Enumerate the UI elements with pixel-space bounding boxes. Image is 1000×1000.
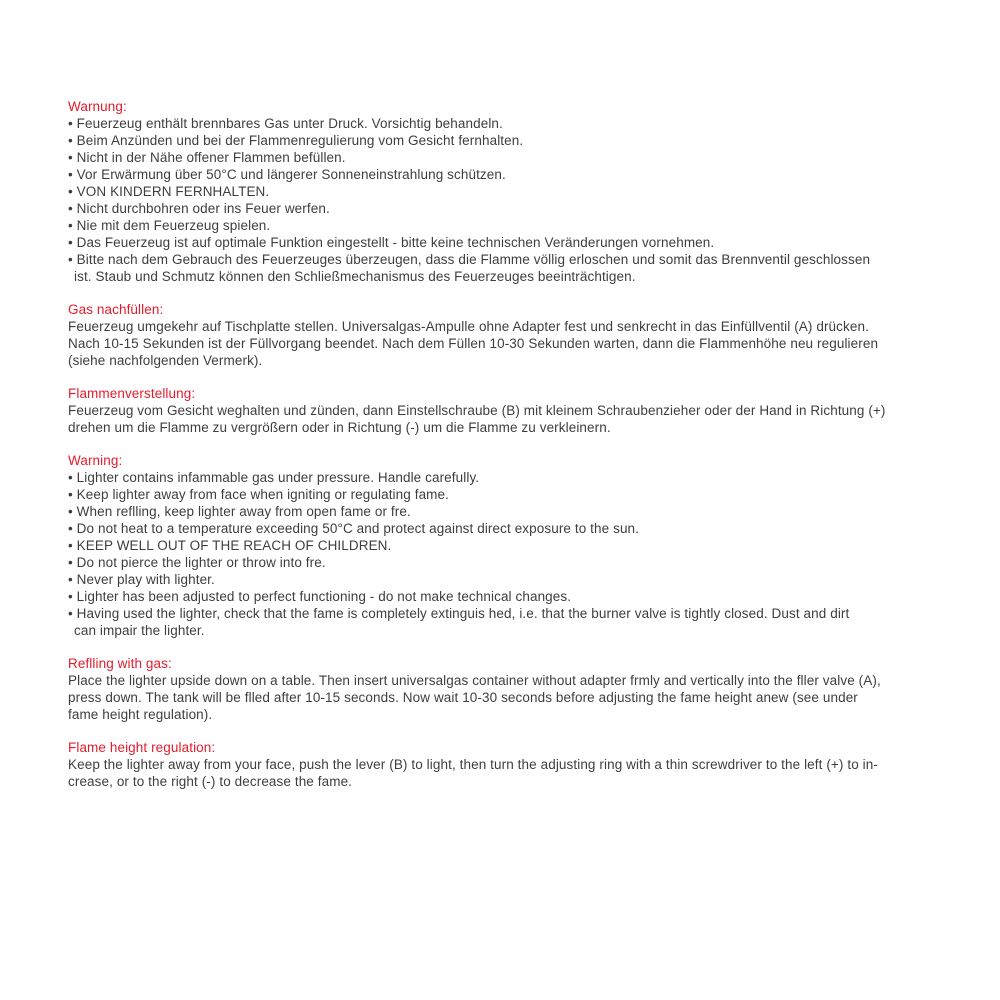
text-line: • Bitte nach dem Gebrauch des Feuerzeuges überzeugen, dass die Flamme völlig erloschen und somit das Brennventil geschlossen <box>68 252 871 267</box>
section-heading: Gas nachfüllen: <box>68 302 164 317</box>
instruction-sheet <box>68 98 948 806</box>
text-line: • Do not pierce the lighter or throw into fre. <box>68 555 326 570</box>
text-line: • When reflling, keep lighter away from open fame or fre. <box>68 504 411 519</box>
text-line: • Having used the lighter, check that the fame is completely extinguis hed, i.e. that the burner valve is tightly closed. Dust and dirt <box>68 606 850 621</box>
text-line: Place the lighter upside down on a table. Then insert universalgas container without adapter frmly and vertically into the fller valve (A), <box>68 673 881 688</box>
text-line: • Nie mit dem Feuerzeug spielen. <box>68 218 271 233</box>
section-gas-nachfuellen <box>68 301 948 369</box>
text-line: • Das Feuerzeug ist auf optimale Funktion eingestellt - bitte keine technischen Veränderungen vornehmen. <box>68 235 715 250</box>
section-heading: Warning: <box>68 453 123 468</box>
text-line: • Feuerzeug enthält brennbares Gas unter Druck. Vorsichtig behandeln. <box>68 116 503 131</box>
text-line: Feuerzeug vom Gesicht weghalten und zünden, dann Einstellschraube (B) mit kleinem Schraubenzieher oder der Hand in Richtung (+) <box>68 403 886 418</box>
text-line: fame height regulation). <box>68 707 213 722</box>
text-line: • Do not heat to a temperature exceeding 50°C and protect against direct exposure to the sun. <box>68 521 640 536</box>
section-refilling-with-gas <box>68 655 948 723</box>
text-line: Nach 10-15 Sekunden ist der Füllvorgang beendet. Nach dem Füllen 10-30 Sekunden warten, dann die Flammenhöhe neu regulieren <box>68 336 879 351</box>
section-heading: Flammenverstellung: <box>68 386 196 401</box>
section-warning-en <box>68 452 948 639</box>
text-line: • Beim Anzünden und bei der Flammenregulierung vom Gesicht fernhalten. <box>68 133 524 148</box>
section-heading: Warnung: <box>68 99 127 114</box>
text-line: drehen um die Flamme zu vergrößern oder in Richtung (-) um die Flamme zu verkleinern. <box>68 420 611 435</box>
text-line: • KEEP WELL OUT OF THE REACH OF CHILDREN. <box>68 538 392 553</box>
text-line: crease, or to the right (-) to decrease the fame. <box>68 774 353 789</box>
text-line: • Keep lighter away from face when igniting or regulating fame. <box>68 487 449 502</box>
text-line: • Nicht durchbohren oder ins Feuer werfen. <box>68 201 330 216</box>
text-line: Feuerzeug umgekehr auf Tischplatte stellen. Universalgas-Ampulle ohne Adapter fest und senkrecht in das Einfüllventil (A) drücken. <box>68 319 869 334</box>
text-line: can impair the lighter. <box>74 623 205 638</box>
text-line: • Never play with lighter. <box>68 572 215 587</box>
text-line: Keep the lighter away from your face, push the lever (B) to light, then turn the adjusting ring with a thin screwdriver to the left (+) to in- <box>68 757 878 772</box>
section-flammenverstellung <box>68 385 948 436</box>
text-line: • Lighter contains infammable gas under pressure. Handle carefully. <box>68 470 480 485</box>
text-line: • Vor Erwärmung über 50°C und längerer Sonneneinstrahlung schützen. <box>68 167 506 182</box>
section-warnung-de <box>68 98 948 285</box>
section-flame-height-regulation <box>68 739 948 790</box>
text-line: • VON KINDERN FERNHALTEN. <box>68 184 270 199</box>
section-heading: Flame height regulation: <box>68 740 216 755</box>
text-line: ist. Staub und Schmutz können den Schließmechanismus des Feuerzeuges beeinträchtigen. <box>74 269 636 284</box>
text-line: • Lighter has been adjusted to perfect functioning - do not make technical changes. <box>68 589 572 604</box>
section-heading: Reflling with gas: <box>68 656 172 671</box>
text-line: • Nicht in der Nähe offener Flammen befüllen. <box>68 150 346 165</box>
text-line: (siehe nachfolgenden Vermerk). <box>68 353 263 368</box>
text-line: press down. The tank will be flled after 10-15 seconds. Now wait 10-30 seconds before adjusting the fame height anew (see under <box>68 690 858 705</box>
